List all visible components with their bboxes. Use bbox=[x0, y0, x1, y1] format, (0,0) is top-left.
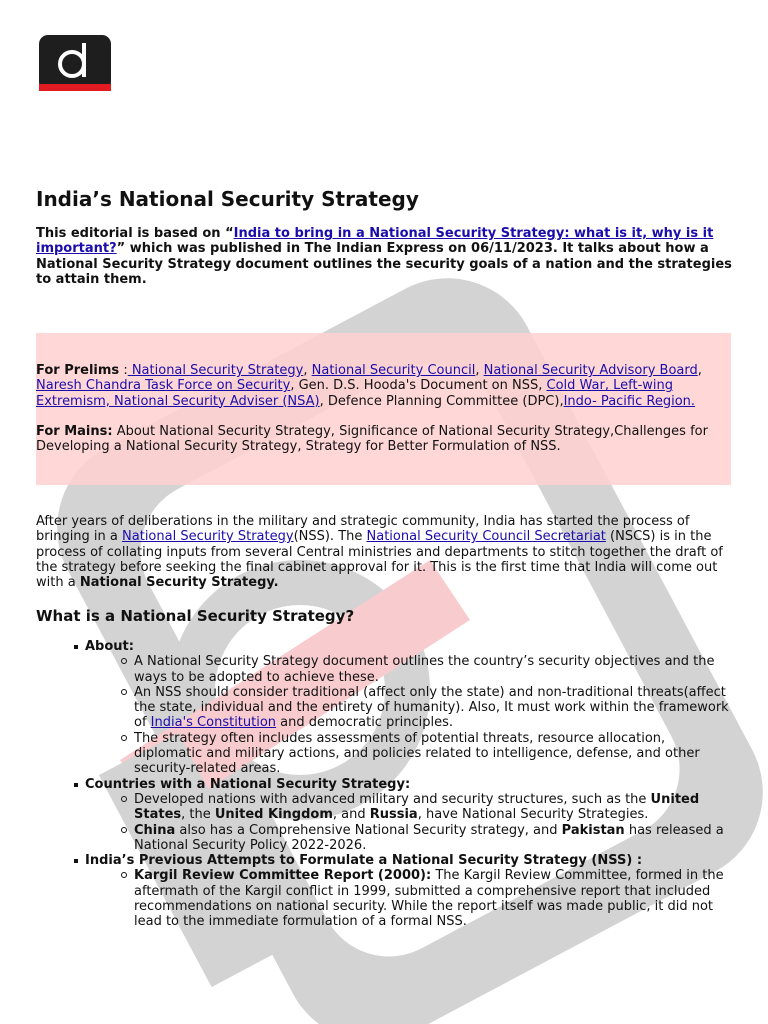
list-item-attempts bbox=[36, 853, 736, 929]
countries-text-2b: has released a National Security Policy 2022-2026. bbox=[134, 822, 724, 853]
mains-label: For Mains: bbox=[36, 424, 113, 439]
country-china: China bbox=[134, 822, 176, 838]
prelims-topics: For Prelims : National Security Strategy, National Security Council, National Security Advisory Board, Naresh Chandra Task Force on Security, Gen. D.S. Hooda's Document on NSS, Cold War, Left-wing Extremism, National Security Adviser (NSA), Defence Planning Committee (DPC),Indo- Pacific Region. bbox=[36, 363, 702, 409]
countries-label: Countries with a National Security Strategy: bbox=[85, 776, 411, 792]
link-naresh-chandra-task-force[interactable]: Naresh Chandra Task Force on Security bbox=[36, 378, 291, 394]
d-letter-logo bbox=[39, 35, 111, 91]
list-item bbox=[85, 654, 736, 685]
link-nss[interactable]: National Security Strategy bbox=[122, 529, 294, 545]
link-national-security-strategy[interactable]: National Security Strategy bbox=[127, 363, 304, 378]
mains-text: About National Security Strategy, Significance of National Security Strategy,Challenges for Developing a National Security Strategy, Strategy for Better Formulation of NSS. bbox=[36, 424, 708, 455]
country-pakistan: Pakistan bbox=[561, 822, 625, 838]
attempts-sublist bbox=[85, 868, 736, 929]
countries-comma-2: , and bbox=[332, 807, 370, 823]
para-bold: National Security Strategy. bbox=[79, 575, 279, 591]
prelims-label: For Prelims bbox=[36, 363, 120, 378]
kargil-report-text: The Kargil Review Committee, formed in the aftermath of the Kargil conflict in 1999, submitted a comprehensive report that included recommendations on national security. While the report itself was made public, it did not lead to the immediate formulation of a formal NSS. bbox=[134, 868, 724, 930]
content-list bbox=[36, 639, 736, 930]
about-item-1: A National Security Strategy document outlines the country’s security objectives and the ways to be adopted to achieve these. bbox=[134, 654, 715, 685]
attempts-label: India’s Previous Attempts to Formulate a National Security Strategy (NSS) : bbox=[85, 853, 643, 869]
country-russia: Russia bbox=[369, 807, 418, 823]
mains-topics bbox=[36, 424, 726, 455]
countries-text-1a: Developed nations with advanced military and security structures, such as the bbox=[134, 791, 651, 807]
country-uk: United Kingdom bbox=[214, 807, 333, 823]
para-text-1: After years of deliberations in the military and strategic community, India has started the process of bringing in a bbox=[36, 514, 690, 545]
about-item-3: The strategy often includes assessments of potential threats, resource allocation, diplomatic and military actions, and policies related to intelligence, defense, and other security-related areas. bbox=[134, 730, 700, 777]
country-us: United States bbox=[134, 791, 700, 823]
countries-comma-1: , the bbox=[181, 807, 215, 823]
list-item bbox=[85, 731, 736, 777]
link-national-security-advisory-board[interactable]: National Security Advisory Board bbox=[483, 363, 698, 378]
about-label: About: bbox=[85, 639, 134, 654]
prelims-text-hooda: , Gen. D.S. Hooda's Document on NSS, bbox=[290, 378, 547, 394]
countries-text-2a: also has a Comprehensive National Security strategy, and bbox=[175, 822, 562, 838]
para-text-2: (NSS). The bbox=[293, 529, 367, 545]
link-national-security-council[interactable]: National Security Council bbox=[311, 363, 476, 378]
list-item bbox=[85, 685, 736, 731]
source-article-link[interactable]: India to bring in a National Security Strategy: what is it, why is it important? bbox=[36, 226, 714, 257]
link-indias-constitution[interactable]: India's Constitution bbox=[150, 715, 277, 731]
editorial-intro bbox=[36, 226, 736, 287]
about-sublist bbox=[85, 654, 736, 776]
list-item bbox=[85, 792, 736, 823]
prelims-text-dpc: , Defence Planning Committee (DPC), bbox=[319, 393, 564, 409]
intro-rest: ” which was published in The Indian Express on 06/11/2023. It talks about how a National Security Strategy document outlines the security goals of a nation and the strategies to attain them. bbox=[36, 241, 732, 287]
countries-sublist bbox=[85, 792, 736, 853]
about-item-2b: and democratic principles. bbox=[276, 715, 454, 731]
syllabus-box bbox=[36, 333, 731, 485]
link-indo-pacific[interactable]: Indo- Pacific Region. bbox=[563, 393, 696, 409]
intro-paragraph bbox=[36, 514, 736, 590]
kargil-report-label: Kargil Review Committee Report (2000): bbox=[134, 868, 432, 884]
article-title: India’s National Security Strategy bbox=[36, 187, 419, 211]
list-item-about bbox=[36, 639, 736, 777]
list-item bbox=[85, 823, 736, 854]
list-item-countries bbox=[36, 777, 736, 853]
list-item bbox=[85, 868, 736, 929]
prelims-sep: : bbox=[119, 363, 128, 378]
section-heading: What is a National Security Strategy? bbox=[36, 607, 355, 625]
link-cold-war-lwe-nsa[interactable]: Cold War, Left-wing Extremism, National Security Adviser (NSA) bbox=[36, 378, 674, 409]
link-nscs[interactable]: National Security Council Secretariat bbox=[366, 529, 606, 545]
countries-text-1b: , have National Security Strategies. bbox=[417, 807, 649, 823]
para-text-3: (NSCS) is in the process of collating inputs from several Central ministries and departments to stitch together the draft of the strategy before seeking the final cabinet approval for it. This is the first time that India will come out with a bbox=[36, 529, 723, 591]
intro-lead: This editorial is based on “ bbox=[36, 226, 234, 241]
about-item-2a: An NSS should consider traditional (affect only the state) and non-traditional threats(affect the state, individual and the entirety of humanity). Also, It must work within the framework of bbox=[134, 684, 729, 731]
